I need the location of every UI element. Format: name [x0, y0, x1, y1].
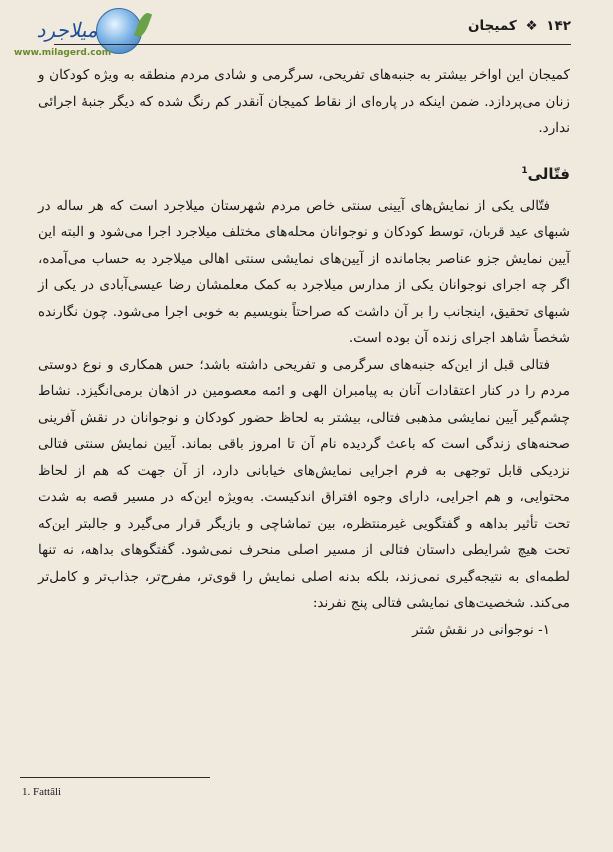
footnote-text: Fattâli: [33, 786, 62, 798]
paragraph-2: فتالی قبل از این‌که جنبه‌های سرگرمی و تفریحی داشته باشد؛ حس همکاری و نوع دوستی مردم را در کنار اعتقادات آنان به پیامبران الهی و ائمه معصومین در اذهان برمی‌انگیزد. نشاط چشم‌گیر آیین نمایشی مذهبی فتالی، بیشتر به لحاظ حضور کودکان و نوجوانان در نقش آفرینی صحنه‌های زندگی است که باعث گردیده نام آن تا امروز باقی بماند. آیین نمایش سنتی فتالی نزدیکی قابل توجهی به فرم اجرایی نمایش‌های خیابانی دارد، از آن جهت که هم از لحاظ محتوایی، و هم اجرایی، دارای وجوه افتراق اندکیست. به‌ویژه این‌که در مسیر قصه به شدت تحت تأثیر بداهه و گفتگویی غیرمنتظره، بین تماشاچی و بازیگر قرار می‌گیرد و جالبتر این‌که تحت هیچ شرایطی داستان فتالی از مسیر اصلی منحرف نمی‌شود. گفتگوهای بداهه، نه تنها لطمه‌ای به نتیجه‌گیری نمی‌زند، بلکه بدنه اصلی نمایش را قوی‌تر، مفرح‌تر، جذاب‌تر و کامل‌تر می‌کند. شخصیت‌های نمایشی فتالی پنج نفرند:: [38, 356, 570, 611]
header-rule: [54, 44, 571, 45]
page-body: [38, 62, 570, 643]
intro-paragraph: کمیجان این اواخر بیشتر به جنبه‌های تفریحی، سرگرمی و شادی مردم منطقه به ویژه کودکان و زنان می‌پردازد. ضمن اینکه در پاره‌ای از نقاط کمیجان آنقدر کم رنگ شده که دیگر جنبهٔ اجرائی ندارد.: [38, 67, 570, 136]
paragraph-1: فتّالی یکی از نمایش‌های آیینی سنتی خاص مردم شهرستان میلاجرد است که هر ساله در شبهای عید قربان، توسط کودکان و نوجوانان محله‌های مختلف میلاجرد اجرا می‌شود و البته این آیین نمایش جزو عناصر بجامانده از آیین‌های نمایشی سنتی اهالی میلاجرد به حساب می‌آمده، اگر چه اجرای نوجوانان یکی از مدارس میلاجرد به کمک معلمشان رضا عیسی‌آبادی در یکی از شبهای تحقیق، اینجانب را بر آن داشت که صراحتاً بنویسیم به خوبی اجرا می‌شود. چون نگارنده شخصاً شاهد اجرای زنده آن بوده است.: [38, 197, 570, 346]
logo-script-text: میلاجرد: [36, 18, 98, 42]
running-title: کمیجان: [468, 18, 517, 34]
logo-url[interactable]: www.milagerd.com: [14, 48, 112, 58]
header-separator-icon: ❖: [525, 18, 538, 34]
list-item: ۱- نوجوانی در نقش شتر: [412, 621, 550, 638]
footnote-marker: 1: [521, 165, 528, 176]
page-number: ۱۴۲: [546, 18, 571, 34]
site-logo[interactable]: [6, 4, 156, 66]
section-heading: [38, 158, 570, 187]
page-header: [468, 18, 571, 34]
footnote-number: 1.: [22, 786, 31, 798]
section-title-text: فتّالی: [527, 164, 570, 183]
footnote-rule: [20, 777, 210, 778]
footnote: [22, 786, 61, 798]
